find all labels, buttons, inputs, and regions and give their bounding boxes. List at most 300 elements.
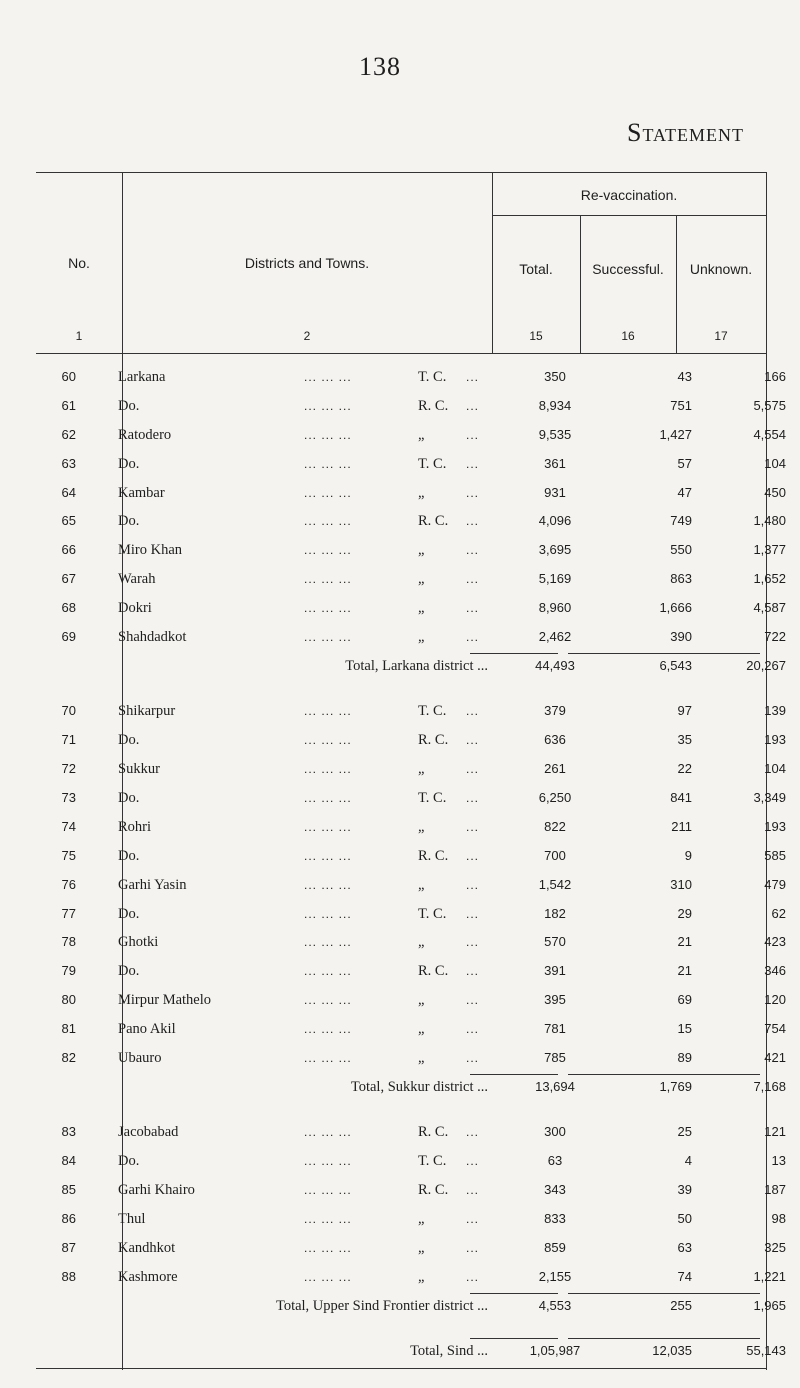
unknown-value: 62 bbox=[771, 905, 786, 921]
leader-dots: ... ... ... bbox=[304, 427, 352, 442]
row-number: 77 bbox=[61, 905, 76, 921]
leader-dots: ... bbox=[466, 485, 480, 500]
total-rule bbox=[470, 1074, 558, 1075]
total-label: Total, Larkana district ... bbox=[345, 657, 488, 674]
table-row bbox=[36, 535, 786, 565]
total-rule bbox=[568, 1338, 662, 1339]
total-rule bbox=[662, 1293, 760, 1294]
table-row bbox=[36, 449, 786, 479]
total-value: 379 bbox=[544, 703, 566, 719]
unknown-value: 421 bbox=[764, 1050, 786, 1066]
total-label: Total, Sind ... bbox=[410, 1343, 488, 1359]
successful-value: 74 bbox=[677, 1268, 692, 1284]
unknown-value: 121 bbox=[764, 1124, 786, 1140]
row-number: 83 bbox=[61, 1124, 76, 1140]
leader-dots: ... bbox=[466, 601, 480, 616]
table-row bbox=[36, 841, 786, 871]
leader-dots: ... ... ... bbox=[304, 819, 352, 834]
table-row bbox=[36, 812, 786, 842]
successful-value: 57 bbox=[677, 455, 692, 471]
table-row bbox=[36, 1175, 786, 1205]
row-number: 79 bbox=[61, 963, 76, 979]
table-row bbox=[36, 985, 786, 1015]
unknown-value: 450 bbox=[764, 484, 786, 500]
unknown-value: 423 bbox=[764, 934, 786, 950]
leader-dots: ... ... ... bbox=[304, 704, 352, 719]
total-rule bbox=[568, 1293, 662, 1294]
total-rule bbox=[662, 653, 760, 654]
leader-dots: ... bbox=[466, 848, 480, 863]
successful-value: 4 bbox=[684, 1153, 692, 1169]
successful-value: 255 bbox=[670, 1297, 692, 1313]
successful-value: 550 bbox=[670, 542, 692, 558]
leader-dots: ... bbox=[466, 427, 480, 442]
successful-value: 1,427 bbox=[659, 426, 692, 442]
table-row bbox=[36, 927, 786, 957]
centre-type: T. C. bbox=[418, 1153, 447, 1170]
successful-value: 39 bbox=[677, 1182, 692, 1198]
total-value: 9,535 bbox=[538, 426, 572, 442]
leader-dots: ... bbox=[466, 514, 480, 529]
total-value: 44,493 bbox=[535, 657, 575, 673]
table-row bbox=[36, 899, 786, 929]
successful-value: 749 bbox=[670, 513, 692, 529]
header-no: No. bbox=[68, 255, 90, 271]
unknown-value: 346 bbox=[764, 963, 786, 979]
leader-dots: ... bbox=[466, 790, 480, 805]
row-number: 72 bbox=[61, 761, 76, 777]
centre-type: „ bbox=[418, 1239, 425, 1256]
row-number: 76 bbox=[61, 876, 76, 892]
row-number: 84 bbox=[61, 1153, 76, 1169]
leader-dots: ... ... ... bbox=[304, 398, 352, 413]
leader-dots: ... ... ... bbox=[304, 733, 352, 748]
leader-dots: ... ... ... bbox=[304, 906, 352, 921]
unknown-value: 166 bbox=[764, 369, 786, 384]
centre-type: R. C. bbox=[418, 963, 449, 980]
leader-dots: ... ... ... bbox=[304, 485, 352, 500]
district-name: Ratodero bbox=[118, 426, 172, 443]
successful-value: 310 bbox=[670, 876, 692, 892]
leader-dots: ... bbox=[466, 819, 480, 834]
successful-value: 47 bbox=[677, 484, 692, 500]
leader-dots: ... ... ... bbox=[304, 514, 352, 529]
leader-dots: ... ... ... bbox=[304, 1154, 352, 1169]
centre-type: „ bbox=[418, 1050, 425, 1067]
centre-type: T. C. bbox=[418, 703, 447, 720]
unknown-value: 479 bbox=[764, 876, 786, 892]
total-value: 395 bbox=[544, 992, 566, 1008]
successful-value: 21 bbox=[677, 963, 692, 979]
total-value: 361 bbox=[544, 455, 566, 471]
leader-dots: ... ... ... bbox=[304, 935, 352, 950]
total-rule bbox=[470, 1293, 558, 1294]
total-row bbox=[36, 1291, 786, 1321]
district-name: Do. bbox=[118, 905, 140, 922]
total-value: 1,542 bbox=[538, 876, 572, 892]
successful-value: 63 bbox=[677, 1239, 692, 1255]
district-name: Kambar bbox=[118, 484, 165, 501]
successful-value: 21 bbox=[677, 934, 692, 950]
leader-dots: ... bbox=[466, 733, 480, 748]
row-number: 87 bbox=[61, 1239, 76, 1255]
district-name: Shahdadkot bbox=[118, 629, 187, 646]
successful-value: 89 bbox=[677, 1050, 692, 1066]
centre-type: „ bbox=[418, 426, 425, 443]
table-row bbox=[36, 420, 786, 450]
district-name: Do. bbox=[118, 397, 140, 414]
header-unknown: Unknown. bbox=[689, 261, 753, 277]
district-name: Do. bbox=[118, 732, 140, 749]
district-name: Do. bbox=[118, 789, 140, 806]
leader-dots: ... bbox=[466, 906, 480, 921]
unknown-value: 120 bbox=[764, 992, 786, 1008]
row-number: 75 bbox=[61, 847, 76, 863]
unknown-value: 1,480 bbox=[753, 513, 786, 529]
leader-dots: ... ... ... bbox=[304, 993, 352, 1008]
leader-dots: ... bbox=[466, 1240, 480, 1255]
header-successful: Successful. bbox=[592, 261, 664, 277]
centre-type: T. C. bbox=[418, 455, 447, 472]
unknown-value: 7,168 bbox=[753, 1078, 786, 1094]
header-districts: Districts and Towns. bbox=[244, 255, 370, 271]
table-row bbox=[36, 725, 786, 755]
table-row bbox=[36, 1262, 786, 1292]
row-number: 74 bbox=[61, 818, 76, 834]
unknown-value: 98 bbox=[771, 1210, 786, 1226]
total-value: 931 bbox=[544, 484, 566, 500]
total-value: 781 bbox=[544, 1021, 566, 1037]
total-value: 2,155 bbox=[538, 1268, 572, 1284]
district-name: Jacobabad bbox=[118, 1124, 179, 1141]
row-number: 60 bbox=[61, 369, 76, 384]
table-row bbox=[36, 622, 786, 652]
district-name: Kandhkot bbox=[118, 1239, 176, 1256]
leader-dots: ... ... ... bbox=[304, 762, 352, 777]
centre-type: „ bbox=[418, 629, 425, 646]
district-name: Do. bbox=[118, 847, 140, 864]
total-value: 391 bbox=[544, 963, 566, 979]
leader-dots: ... bbox=[466, 543, 480, 558]
centre-type: „ bbox=[418, 600, 425, 617]
successful-value: 35 bbox=[677, 732, 692, 748]
total-value: 570 bbox=[544, 934, 566, 950]
table-row bbox=[36, 783, 786, 813]
leader-dots: ... ... ... bbox=[304, 964, 352, 979]
leader-dots: ... bbox=[466, 572, 480, 587]
total-value: 63 bbox=[547, 1153, 563, 1169]
total-rule bbox=[568, 1074, 662, 1075]
centre-type: „ bbox=[418, 818, 425, 835]
leader-dots: ... bbox=[466, 1183, 480, 1198]
centre-type: „ bbox=[418, 761, 425, 778]
table-row bbox=[36, 754, 786, 784]
successful-value: 211 bbox=[671, 818, 692, 834]
total-rule bbox=[470, 653, 558, 654]
leader-dots: ... ... ... bbox=[304, 877, 352, 892]
total-rule bbox=[662, 1074, 760, 1075]
successful-value: 22 bbox=[677, 761, 692, 777]
unknown-value: 13 bbox=[771, 1153, 786, 1169]
table-row bbox=[36, 1204, 786, 1234]
table-row bbox=[36, 593, 786, 623]
row-number: 78 bbox=[61, 934, 76, 950]
district-name: Ghotki bbox=[118, 934, 159, 951]
district-name: Pano Akil bbox=[118, 1021, 176, 1038]
total-value: 5,169 bbox=[538, 571, 572, 587]
table-header bbox=[36, 172, 766, 354]
header-total-index: 15 bbox=[529, 329, 543, 343]
row-number: 67 bbox=[61, 571, 76, 587]
centre-type: „ bbox=[418, 571, 425, 588]
successful-value: 25 bbox=[677, 1124, 692, 1140]
total-label: Total, Upper Sind Frontier district ... bbox=[275, 1297, 488, 1314]
total-value: 2,462 bbox=[538, 629, 572, 645]
successful-value: 841 bbox=[670, 789, 692, 805]
table-row bbox=[36, 870, 786, 900]
successful-value: 15 bbox=[677, 1021, 692, 1037]
leader-dots: ... ... ... bbox=[304, 370, 352, 384]
leader-dots: ... bbox=[466, 1022, 480, 1037]
statement-title: Statement bbox=[626, 118, 744, 147]
successful-value: 751 bbox=[670, 397, 692, 413]
row-number: 88 bbox=[61, 1268, 76, 1284]
centre-type: „ bbox=[418, 934, 425, 951]
total-value: 636 bbox=[544, 732, 566, 748]
centre-type: T. C. bbox=[418, 789, 447, 806]
unknown-value: 585 bbox=[764, 847, 786, 863]
table-row bbox=[36, 1043, 786, 1073]
row-number: 66 bbox=[61, 542, 76, 558]
leader-dots: ... bbox=[466, 935, 480, 950]
district-name: Shikarpur bbox=[118, 703, 176, 720]
table-row bbox=[36, 362, 786, 392]
total-value: 822 bbox=[544, 818, 566, 834]
leader-dots: ... bbox=[466, 398, 480, 413]
unknown-value: 193 bbox=[764, 818, 786, 834]
centre-type: R. C. bbox=[418, 397, 449, 414]
table-row bbox=[36, 478, 786, 508]
row-number: 70 bbox=[61, 703, 76, 719]
centre-type: R. C. bbox=[418, 732, 449, 749]
district-name: Warah bbox=[118, 571, 156, 588]
successful-value: 12,035 bbox=[652, 1343, 692, 1358]
centre-type: „ bbox=[418, 1021, 425, 1038]
leader-dots: ... ... ... bbox=[304, 848, 352, 863]
table-bottom-rule bbox=[36, 1368, 766, 1369]
district-name: Garhi Khairo bbox=[118, 1182, 195, 1199]
leader-dots: ... ... ... bbox=[304, 572, 352, 587]
centre-type: „ bbox=[418, 992, 425, 1009]
row-number: 71 bbox=[61, 732, 76, 748]
total-value: 4,553 bbox=[538, 1297, 572, 1313]
unknown-value: 3,349 bbox=[753, 789, 786, 805]
successful-value: 390 bbox=[670, 629, 692, 645]
row-number: 85 bbox=[61, 1182, 76, 1198]
unknown-value: 55,143 bbox=[746, 1343, 786, 1358]
unknown-value: 139 bbox=[764, 703, 786, 719]
table-row bbox=[36, 506, 786, 536]
header-unknown-index: 17 bbox=[714, 329, 728, 343]
district-name: Larkana bbox=[118, 369, 166, 385]
row-number: 69 bbox=[61, 629, 76, 645]
district-name: Do. bbox=[118, 963, 140, 980]
centre-type: R. C. bbox=[418, 513, 449, 530]
unknown-value: 104 bbox=[764, 761, 786, 777]
leader-dots: ... bbox=[466, 762, 480, 777]
unknown-value: 754 bbox=[764, 1021, 786, 1037]
centre-type: „ bbox=[418, 1268, 425, 1285]
row-number: 61 bbox=[61, 397, 76, 413]
total-value: 300 bbox=[544, 1124, 566, 1140]
successful-value: 29 bbox=[677, 905, 692, 921]
leader-dots: ... bbox=[466, 1125, 480, 1140]
row-number: 82 bbox=[61, 1050, 76, 1066]
leader-dots: ... ... ... bbox=[304, 456, 352, 471]
centre-type: „ bbox=[418, 484, 425, 501]
unknown-value: 4,554 bbox=[753, 426, 786, 442]
leader-dots: ... bbox=[466, 1211, 480, 1226]
successful-value: 43 bbox=[677, 369, 692, 384]
centre-type: „ bbox=[418, 876, 425, 893]
centre-type: „ bbox=[418, 542, 425, 559]
successful-value: 1,769 bbox=[659, 1078, 692, 1094]
leader-dots: ... bbox=[466, 456, 480, 471]
total-value: 785 bbox=[544, 1050, 566, 1066]
centre-type: R. C. bbox=[418, 847, 449, 864]
successful-value: 97 bbox=[677, 703, 692, 719]
leader-dots: ... ... ... bbox=[304, 1211, 352, 1226]
successful-value: 1,666 bbox=[659, 600, 692, 616]
leader-dots: ... ... ... bbox=[304, 1269, 352, 1284]
centre-type: T. C. bbox=[418, 369, 447, 385]
row-number: 81 bbox=[61, 1021, 76, 1037]
centre-type: R. C. bbox=[418, 1182, 449, 1199]
total-value: 859 bbox=[544, 1239, 566, 1255]
unknown-value: 1,965 bbox=[753, 1297, 786, 1313]
total-value: 3,695 bbox=[538, 542, 572, 558]
total-value: 6,250 bbox=[538, 789, 572, 805]
row-number: 63 bbox=[61, 455, 76, 471]
header-divider bbox=[492, 215, 766, 216]
row-number: 64 bbox=[61, 484, 76, 500]
row-number: 73 bbox=[61, 789, 76, 805]
total-value: 833 bbox=[544, 1210, 566, 1226]
unknown-value: 4,587 bbox=[753, 600, 786, 616]
row-number: 86 bbox=[61, 1210, 76, 1226]
unknown-value: 193 bbox=[764, 732, 786, 748]
leader-dots: ... bbox=[466, 370, 480, 384]
leader-dots: ... bbox=[466, 877, 480, 892]
leader-dots: ... ... ... bbox=[304, 1240, 352, 1255]
successful-value: 6,543 bbox=[659, 657, 692, 673]
table-row bbox=[36, 956, 786, 986]
unknown-value: 5,575 bbox=[753, 397, 786, 413]
district-name: Do. bbox=[118, 513, 140, 530]
table-row bbox=[36, 1014, 786, 1044]
district-name: Rohri bbox=[118, 818, 152, 835]
district-name: Thul bbox=[118, 1210, 146, 1227]
leader-dots: ... ... ... bbox=[304, 1051, 352, 1066]
table-row bbox=[36, 1146, 786, 1176]
leader-dots: ... bbox=[466, 964, 480, 979]
district-name: Do. bbox=[118, 1153, 140, 1170]
total-value: 261 bbox=[544, 761, 566, 777]
unknown-value: 1,221 bbox=[753, 1268, 786, 1284]
unknown-value: 104 bbox=[764, 455, 786, 471]
leader-dots: ... bbox=[466, 1154, 480, 1169]
successful-value: 863 bbox=[670, 571, 692, 587]
leader-dots: ... ... ... bbox=[304, 601, 352, 616]
successful-value: 9 bbox=[684, 847, 692, 863]
header-successful-index: 16 bbox=[621, 329, 635, 343]
centre-type: T. C. bbox=[418, 905, 447, 922]
total-rule bbox=[568, 653, 662, 654]
total-row bbox=[36, 1336, 786, 1366]
district-name: Kashmore bbox=[118, 1268, 178, 1285]
leader-dots: ... bbox=[466, 993, 480, 1008]
district-name: Miro Khan bbox=[118, 542, 183, 559]
page-number: 138 bbox=[359, 52, 401, 81]
total-value: 4,096 bbox=[538, 513, 572, 529]
leader-dots: ... ... ... bbox=[304, 1125, 352, 1140]
district-name: Ubauro bbox=[118, 1050, 162, 1067]
unknown-value: 1,377 bbox=[753, 542, 786, 558]
unknown-value: 722 bbox=[764, 629, 786, 645]
row-number: 80 bbox=[61, 992, 76, 1008]
district-name: Mirpur Mathelo bbox=[118, 992, 212, 1009]
total-row bbox=[36, 651, 786, 681]
row-number: 65 bbox=[61, 513, 76, 529]
total-rule bbox=[470, 1338, 558, 1339]
leader-dots: ... ... ... bbox=[304, 790, 352, 805]
total-label: Total, Sukkur district ... bbox=[350, 1078, 488, 1095]
unknown-value: 325 bbox=[764, 1239, 786, 1255]
total-value: 8,960 bbox=[538, 600, 572, 616]
leader-dots: ... bbox=[466, 1051, 480, 1066]
total-row bbox=[36, 1072, 786, 1102]
leader-dots: ... ... ... bbox=[304, 630, 352, 645]
centre-type: „ bbox=[418, 1210, 425, 1227]
header-total: Total. bbox=[519, 261, 553, 277]
successful-value: 69 bbox=[677, 992, 692, 1008]
district-name: Dokri bbox=[118, 600, 152, 617]
unknown-value: 1,652 bbox=[753, 571, 786, 587]
row-number: 68 bbox=[61, 600, 76, 616]
header-districts-index: 2 bbox=[303, 329, 311, 343]
table-row bbox=[36, 391, 786, 421]
leader-dots: ... bbox=[466, 1269, 480, 1284]
successful-value: 50 bbox=[677, 1210, 692, 1226]
total-value: 13,694 bbox=[535, 1078, 575, 1094]
table-row bbox=[36, 1233, 786, 1263]
total-value: 350 bbox=[544, 369, 566, 384]
total-value: 700 bbox=[544, 847, 566, 863]
total-value: 1,05,987 bbox=[529, 1343, 581, 1358]
row-number: 62 bbox=[61, 426, 76, 442]
leader-dots: ... bbox=[466, 704, 480, 719]
table-row bbox=[36, 564, 786, 594]
table-row bbox=[36, 1117, 786, 1147]
total-value: 182 bbox=[544, 905, 566, 921]
district-name: Garhi Yasin bbox=[118, 876, 187, 893]
unknown-value: 187 bbox=[764, 1182, 786, 1198]
total-rule bbox=[662, 1338, 760, 1339]
leader-dots: ... ... ... bbox=[304, 543, 352, 558]
unknown-value: 20,267 bbox=[746, 657, 786, 673]
header-revaccination: Re-vaccination. bbox=[580, 187, 678, 203]
total-value: 8,934 bbox=[538, 397, 572, 413]
